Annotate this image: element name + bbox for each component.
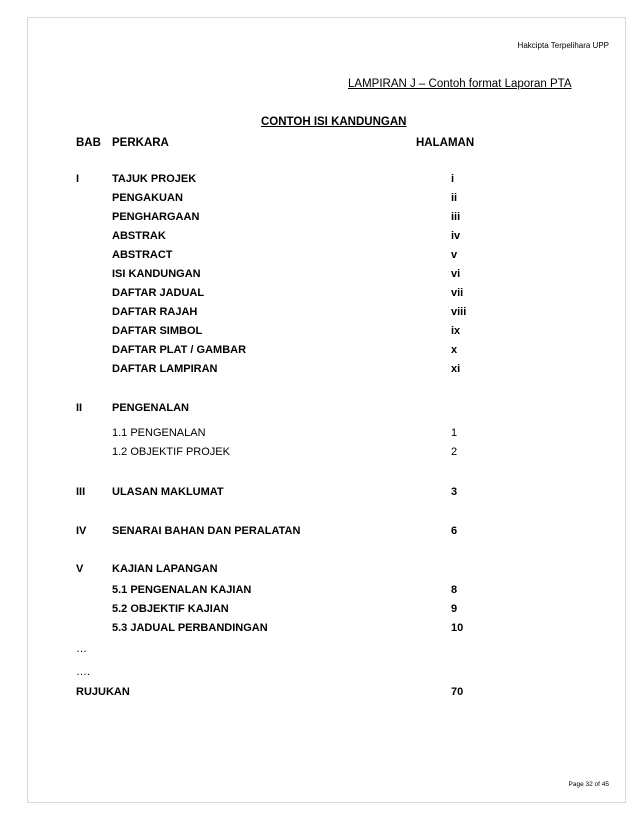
rujukan-page: 70 [451, 686, 464, 698]
toc-subentry-page: 2 [451, 446, 458, 458]
ellipsis-2: …. [76, 666, 91, 678]
toc-entry-title: ABSTRAK [112, 230, 166, 242]
toc-entry-page: v [451, 249, 458, 261]
chapter-3-page: 3 [451, 486, 458, 498]
toc-entry-title: DAFTAR RAJAH [112, 306, 198, 318]
document-page [27, 17, 626, 803]
chapter-2-number: II [76, 402, 83, 414]
toc-entry-page: viii [451, 306, 467, 318]
chapter-3-number: III [76, 486, 86, 498]
toc-entry-page: iv [451, 230, 461, 242]
toc-entry-page: ix [451, 325, 461, 337]
toc-entry-title: ISI KANDUNGAN [112, 268, 201, 280]
chapter-5-title: KAJIAN LAPANGAN [112, 563, 218, 575]
col-header-perkara: PERKARA [112, 137, 169, 149]
chapter-3-title: ULASAN MAKLUMAT [112, 486, 224, 498]
rujukan-title: RUJUKAN [76, 686, 130, 698]
toc-entry-title: DAFTAR JADUAL [112, 287, 205, 299]
toc-subentry-page: 1 [451, 427, 458, 439]
chapter-5-number: V [76, 563, 84, 575]
ellipsis-1: … [76, 643, 87, 655]
toc-subentry-title: 5.2 OBJEKTIF KAJIAN [112, 603, 229, 615]
appendix-title: LAMPIRAN J – Contoh format Laporan PTA [348, 78, 572, 90]
toc-entry-page: ii [451, 192, 458, 204]
toc-entry-title: DAFTAR LAMPIRAN [112, 363, 218, 375]
toc-subentry-title: 5.1 PENGENALAN KAJIAN [112, 584, 252, 596]
toc-entry-page: iii [451, 211, 461, 223]
chapter-2-title: PENGENALAN [112, 402, 190, 414]
col-header-bab: BAB [76, 137, 101, 149]
chapter-1-number: I [76, 173, 80, 185]
toc-entry-title: ABSTRACT [112, 249, 173, 261]
toc-subentry-page: 8 [451, 584, 458, 596]
col-header-halaman: HALAMAN [416, 137, 475, 149]
toc-subentry-title: 1.2 OBJEKTIF PROJEK [112, 446, 230, 458]
toc-entry-title: DAFTAR PLAT / GAMBAR [112, 344, 247, 356]
toc-subentry-page: 9 [451, 603, 458, 615]
toc-heading: CONTOH ISI KANDUNGAN [261, 116, 407, 128]
toc-entry-title: PENGAKUAN [112, 192, 183, 204]
toc-subentry-title: 5.3 JADUAL PERBANDINGAN [112, 622, 268, 634]
toc-entry-page: xi [451, 363, 461, 375]
toc-subentry-title: 1.1 PENGENALAN [112, 427, 206, 439]
chapter-4-title: SENARAI BAHAN DAN PERALATAN [112, 525, 301, 537]
page-number: Page 32 of 45 [568, 781, 609, 788]
toc-entry-page: vi [451, 268, 461, 280]
chapter-4-number: IV [76, 525, 87, 537]
toc-entry-title: DAFTAR SIMBOL [112, 325, 203, 337]
toc-entry-title: PENGHARGAAN [112, 211, 200, 223]
toc-entry-page: x [451, 344, 458, 356]
chapter-4-page: 6 [451, 525, 458, 537]
copyright-notice: Hakcipta Terpelihara UPP [517, 41, 609, 50]
toc-entry-page: i [451, 173, 455, 185]
toc-subentry-page: 10 [451, 622, 464, 634]
toc-entry-page: vii [451, 287, 464, 299]
toc-entry-title: TAJUK PROJEK [112, 173, 197, 185]
